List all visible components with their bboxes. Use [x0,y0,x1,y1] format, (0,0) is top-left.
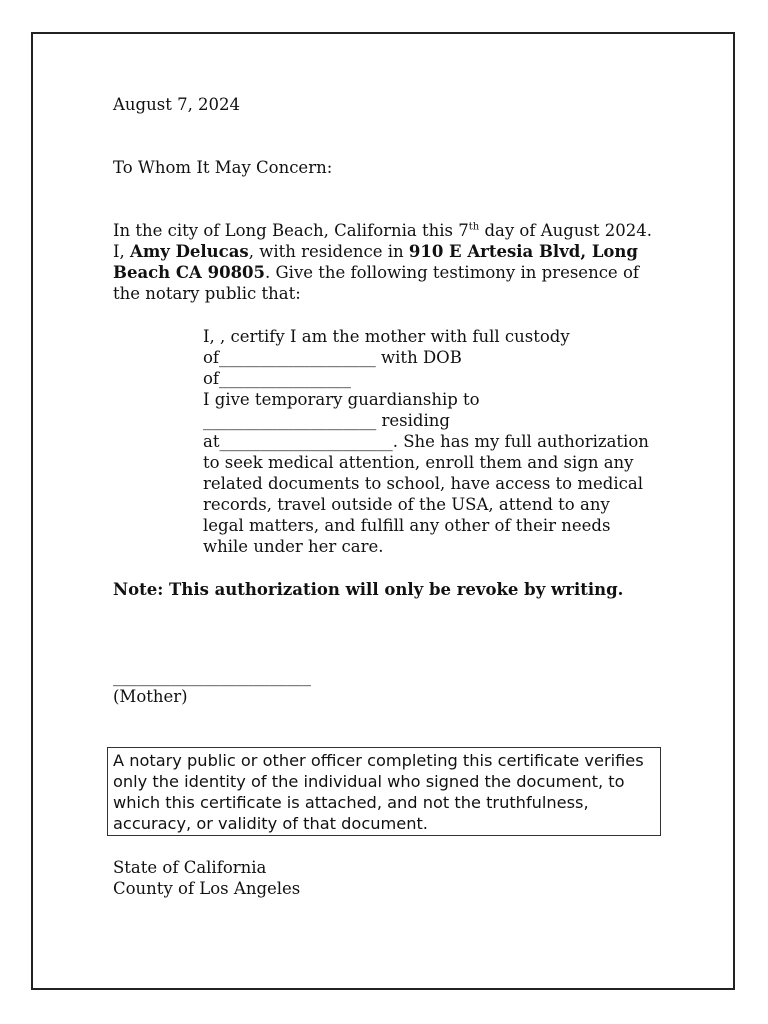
intro-text-3: , with residence in [248,242,409,261]
signature-label: (Mother) [113,687,188,706]
intro-paragraph [113,220,653,304]
statement-pronoun: I [203,327,210,346]
intro-text-2: day of August 2024. I, [113,221,653,261]
statement-certify: , , certify I am the mother with full custody [209,327,570,346]
ordinal-suffix: th [468,221,480,233]
guardian-name-blank: _____________________ residing [203,411,450,430]
statement-line-1 [203,326,653,347]
revocation-note: Note: This authorization will only be revoke by writing. [113,580,624,599]
intro-text-1: In the city of Long Beach, California this 7 [113,221,469,240]
declarant-address: 910 E Artesia Blvd, Long Beach CA 90805 [113,242,638,282]
intro-text-4: . Give the following testimony in presence of the notary public that: [113,263,639,303]
declarant-name: Amy Delucas [130,242,249,261]
county-line: County of Los Angeles [113,879,301,898]
state-line: State of California [113,858,267,877]
guardianship-line: I give temporary guardianship to [203,390,480,409]
child-name-blank: of___________________ with DOB [203,348,462,367]
letter-date: August 7, 2024 [113,95,241,114]
dob-blank: of________________ [203,369,352,388]
authorization-text: at_____________________. She has my full authorization to seek medical attention, enroll them and sign any related documents to school, have access to medical records, travel outside of the USA, attend to any legal matters, and fulfill any other of their needs while under her care. [203,432,649,556]
signature-line: ________________________ [113,667,311,686]
notary-disclaimer-box: A notary public or other officer completing this certificate verifies only the identity of the individual who signed the document, to which this certificate is attached, and not the truthfulness, accuracy, or validity of that document. [107,747,661,836]
salutation: To Whom It May Concern: [113,158,333,177]
custody-statement [203,326,653,557]
